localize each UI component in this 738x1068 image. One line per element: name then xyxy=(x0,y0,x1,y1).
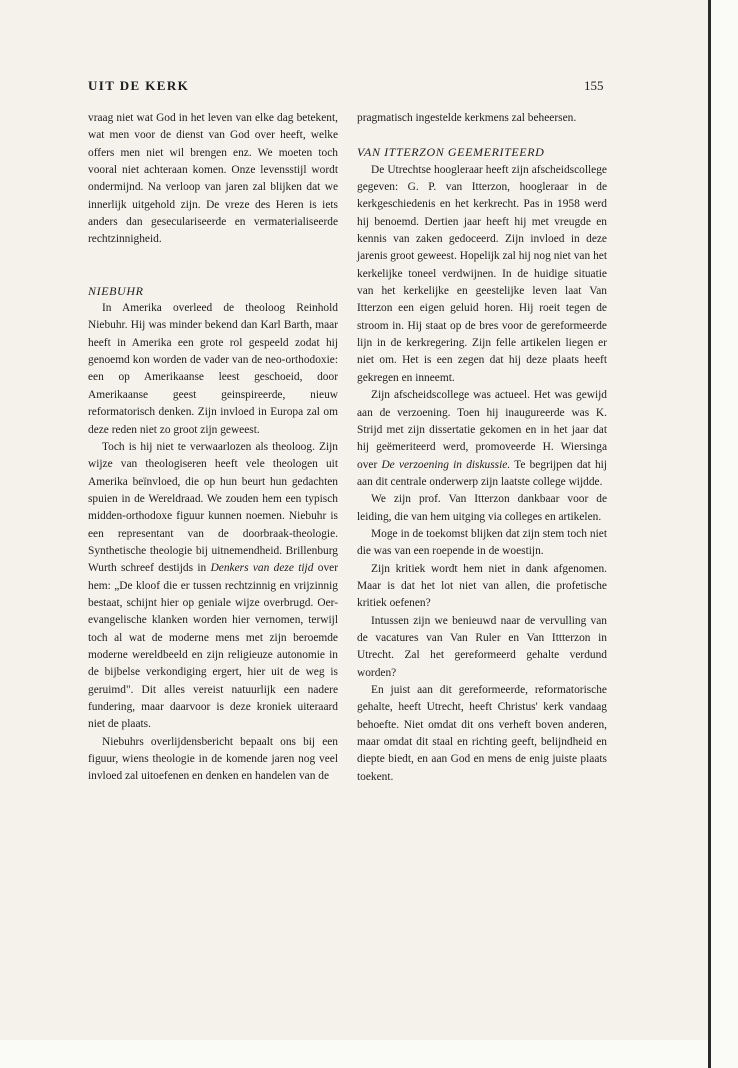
itterzon-paragraph-2-text-b: Te begrijpen dat hij aan dit centrale onderwerp zijn laatste college wijdde. xyxy=(357,458,607,488)
itterzon-paragraph-2 xyxy=(357,387,607,491)
niebuhr-paragraph-3: Niebuhrs overlijdensbericht bepaalt ons bij een figuur, wiens theologie in de komende jaren nog veel invloed zal uitoefenen en denken en handelen van de xyxy=(88,735,338,783)
dissertation-title: De verzoening in diskussie. xyxy=(381,458,511,471)
niebuhr-paragraph-2-text-b: over hem: „De kloof die er tussen rechtzinnig en vrijzinnig bestaat, schijnt hier op geniale wijze overbrugd. Oer-evangelische klanken worden hier vernomen, terwijl toch al wat de moderne mens met zijn beroemde moderne wereldbeeld en zijn religieuze autonomie in de bijbelse verkondiging ergert, hier uit de weg is geruimd". Dit alles vereist natuurlijk een nadere fundering, maar daarvoor is deze kroniek uiteraard niet de plaats. xyxy=(88,562,339,731)
itterzon-paragraph-3: We zijn prof. Van Itterzon dankbaar voor de leiding, die van hem uitging via colleges en artikelen. xyxy=(357,493,607,523)
niebuhr-paragraph-2-text-a: Toch is hij niet te verwaarlozen als theoloog. Zijn wijze van theologiseren heeft vele theologen uit Amerika beïnvloed, die op hun beurt hun gedachten spuien in de Wereldraad. We zouden hem een typisch midden-orthodoxe figuur kunnen noemen. Niebuhr is een representant van de doorbraak-theologie. Synthetische theologie bij uitnemendheid. Brillenburg Wurth schreef destijds in xyxy=(88,440,338,575)
book-title-denkers: Denkers van deze tijd xyxy=(210,562,314,575)
itterzon-paragraph-4: Moge in de toekomst blijken dat zijn stem toch niet die was van een roepende in de woestijn. xyxy=(357,527,607,558)
page-edge-bottom xyxy=(0,1040,708,1068)
section-heading-van-itterzon: VAN ITTERZON GEEMERITEERD xyxy=(357,145,545,160)
running-title: UIT DE KERK xyxy=(88,78,190,93)
continuation-paragraph: pragmatisch ingestelde kerkmens zal beheersen. xyxy=(357,112,577,124)
niebuhr-paragraph-2 xyxy=(88,439,338,734)
itterzon-paragraph-7: En juist aan dit gereformeerde, reformatorische gehalte, heeft Utrecht, heeft Christus' kerk vandaag behoefte. Niet omdat dit ons verheft boven anderen, maar omdat dit staal en richting geeft, belijndheid en diepte biedt, en aan God en mens de enig juiste plaats toekent. xyxy=(357,684,607,783)
section-heading-niebuhr: NIEBUHR xyxy=(88,283,144,298)
itterzon-paragraph-1: De Utrechtse hoogleraar heeft zijn afscheidscollege gegeven: G. P. van Itterzon, hoogleraar in de kerkgeschiedenis en het kerkrecht. Pas in 1958 werd hij benoemd. Dertien jaar heeft hij met vreugde en kennis van zaken gedoceerd. Zijn invloed in deze jarenis groot geweest. Hopelijk zal hij nog niet van het kerkelijke toneel verdwijnen. In de huidige situatie van het kerkelijke en geestelijke leven laat Van Itterzon een eigen geluid horen. Hij roeit tegen de stroom in. Hij staat op de bres voor de gereformeerde lijn in de kerkregering. Zijn felle artikelen liegen er niet om. Het is een zegen dat hij deze plaats heeft gekregen en inneemt. xyxy=(357,163,607,384)
page-number: 155 xyxy=(584,78,604,93)
itterzon-paragraph-6: Intussen zijn we benieuwd naar de vervulling van de vacatures van Van Ruler en Van Ittterzon in Utrecht. Zal het gereformeerd gehalte verdund worden? xyxy=(357,614,607,679)
itterzon-paragraph-5: Zijn kritiek wordt hem niet in dank afgenomen. Maar is dat het lot niet van allen, die profetische kritiek oefenen? xyxy=(357,562,607,610)
intro-paragraph: vraag niet wat God in het leven van elke dag betekent, wat men voor de dienst van God over heeft, welke offers men niet wil brengen enz. We moeten toch vooral niet achteraan komen. Onze levensstijl wordt ondermijnd. Na verloop van jaren zal blijken dat we innerlijk uitgehold zijn. De vreze des Heren is iets anders dan geseculariseerde en vermaterialiseerde rechtzinnigheid. xyxy=(88,112,338,246)
page-edge-right xyxy=(708,0,738,1068)
left-column xyxy=(88,110,338,786)
right-column xyxy=(357,110,607,786)
itterzon-paragraph-2-text-a: Zijn afscheidscollege was actueel. Het was gewijd aan de verzoening. Toen hij inaugureerde was K. Strijd met zijn dissertatie gekomen en in het jaar dat hij geëmeriteerd werd, promoveerde H. Wiersinga over xyxy=(357,389,607,471)
niebuhr-paragraph-1: In Amerika overleed de theoloog Reinhold Niebuhr. Hij was minder bekend dan Karl Barth, maar heeft in Amerika een grote rol gespeeld zodat hij genoemd kon worden de vader van de neo-orthodoxie: een op Amerikaanse leest geschoeid, door Amerikaanse geest geinspireerde, nieuw reformatorisch denken. Zijn invloed in Europa zal om deze reden niet zo groot zijn geweest. xyxy=(88,302,338,436)
